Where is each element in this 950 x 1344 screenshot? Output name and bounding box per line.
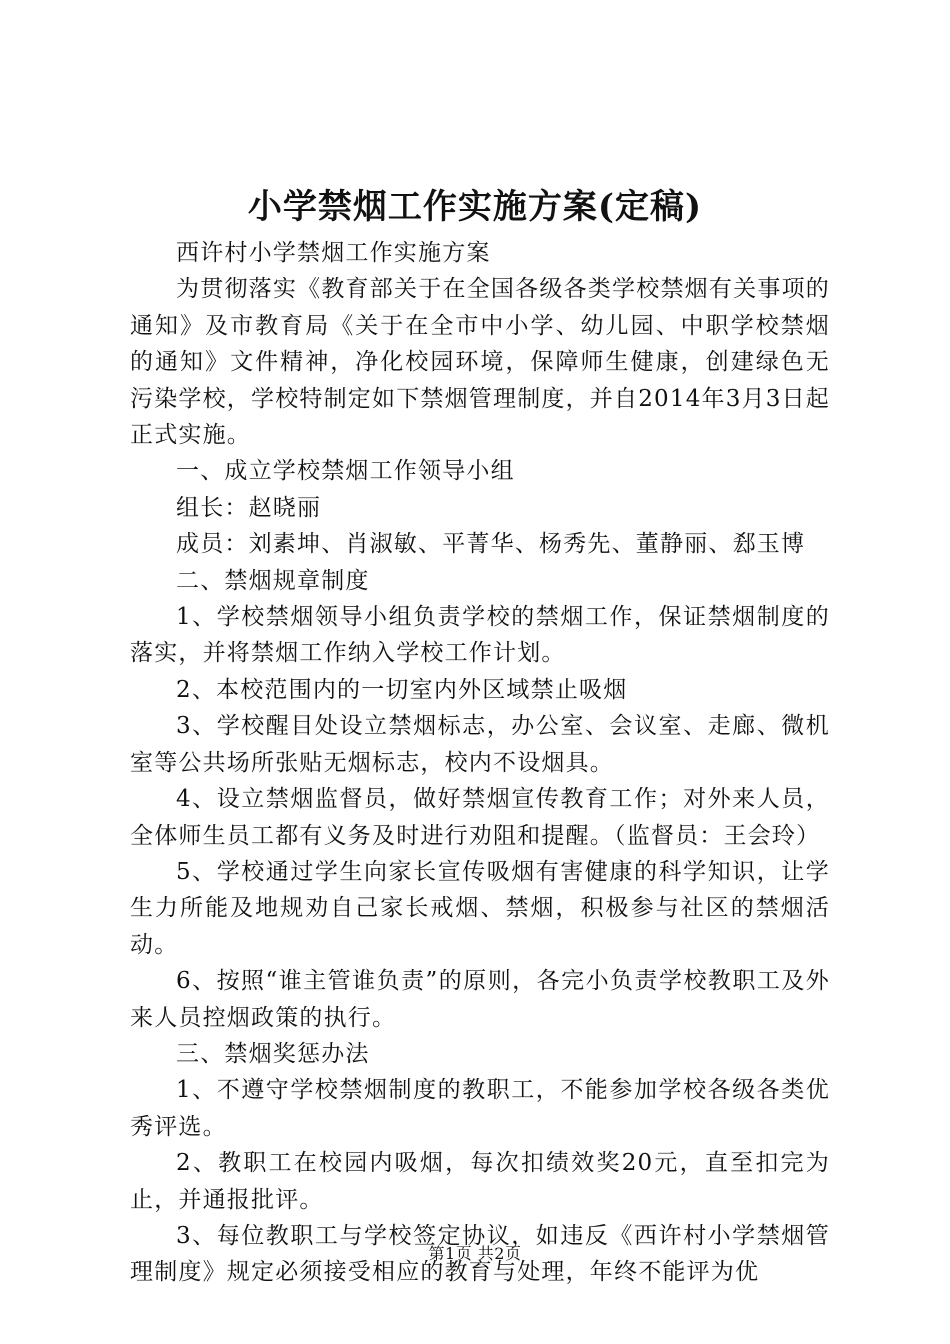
paragraph-leader: 组长：赵晓丽 — [176, 494, 322, 521]
rule-item-1: 1、学校禁烟领导小组负责学校的禁烟工作，保证禁烟制度的落实，并将禁烟工作纳入学校工作计划。 — [130, 604, 830, 667]
rule-item-4: 4、设立禁烟监督员，做好禁烟宣传教育工作；对外来人员，全体师生员工都有义务及时进行劝阻和提醒。（监督员：王会玲） — [130, 786, 830, 849]
rule-item-5: 5、学校通过学生向家长宣传吸烟有害健康的科学知识，让学生力所能及地规劝自己家长戒烟、禁烟，积极参与社区的禁烟活动。 — [130, 858, 830, 958]
document-body — [130, 235, 830, 1291]
section-heading-3: 三、禁烟奖惩办法 — [176, 1040, 370, 1067]
document-title: 小学禁烟工作实施方案(定稿) — [247, 187, 703, 227]
penalty-item-3: 3、每位教职工与学校签定协议，如违反《西许村小学禁烟管理制度》规定必须接受相应的教育与处理，年终不能评为优 — [130, 1222, 830, 1286]
rule-item-3: 3、学校醒目处设立禁烟标志，办公室、会议室、走廊、微机室等公共场所张贴无烟标志，校内不设烟具。 — [130, 713, 830, 776]
paragraph-members: 成员：刘素坤、肖淑敏、平菁华、杨秀先、董静丽、郄玉博 — [176, 531, 806, 558]
section-heading-2: 二、禁烟规章制度 — [176, 567, 370, 594]
page-footer: 第1页 共2页 — [428, 1244, 522, 1263]
rule-item-2: 2、本校范围内的一切室内外区域禁止吸烟 — [176, 676, 628, 703]
paragraph-subtitle: 西许村小学禁烟工作实施方案 — [176, 240, 491, 266]
penalty-item-1: 1、不遵守学校禁烟制度的教职工，不能参加学校各级各类优秀评选。 — [130, 1077, 830, 1140]
rule-item-6: 6、按照“谁主管谁负责”的原则，各完小负责学校教职工及外来人员控烟政策的执行。 — [130, 968, 830, 1031]
paragraph-intro: 为贯彻落实《教育部关于在全国各级各类学校禁烟有关事项的通知》及市教育局《关于在全市中小学、幼儿园、中职学校禁烟的通知》文件精神，净化校园环境，保障师生健康，创建绿色无污染学校，学校特制定如下禁烟管理制度，并自2014年3月3日起正式实施。 — [130, 276, 830, 449]
section-heading-1: 一、成立学校禁烟工作领导小组 — [176, 458, 515, 485]
penalty-item-2: 2、教职工在校园内吸烟，每次扣绩效奖20元，直至扣完为止，并通报批评。 — [130, 1150, 830, 1213]
